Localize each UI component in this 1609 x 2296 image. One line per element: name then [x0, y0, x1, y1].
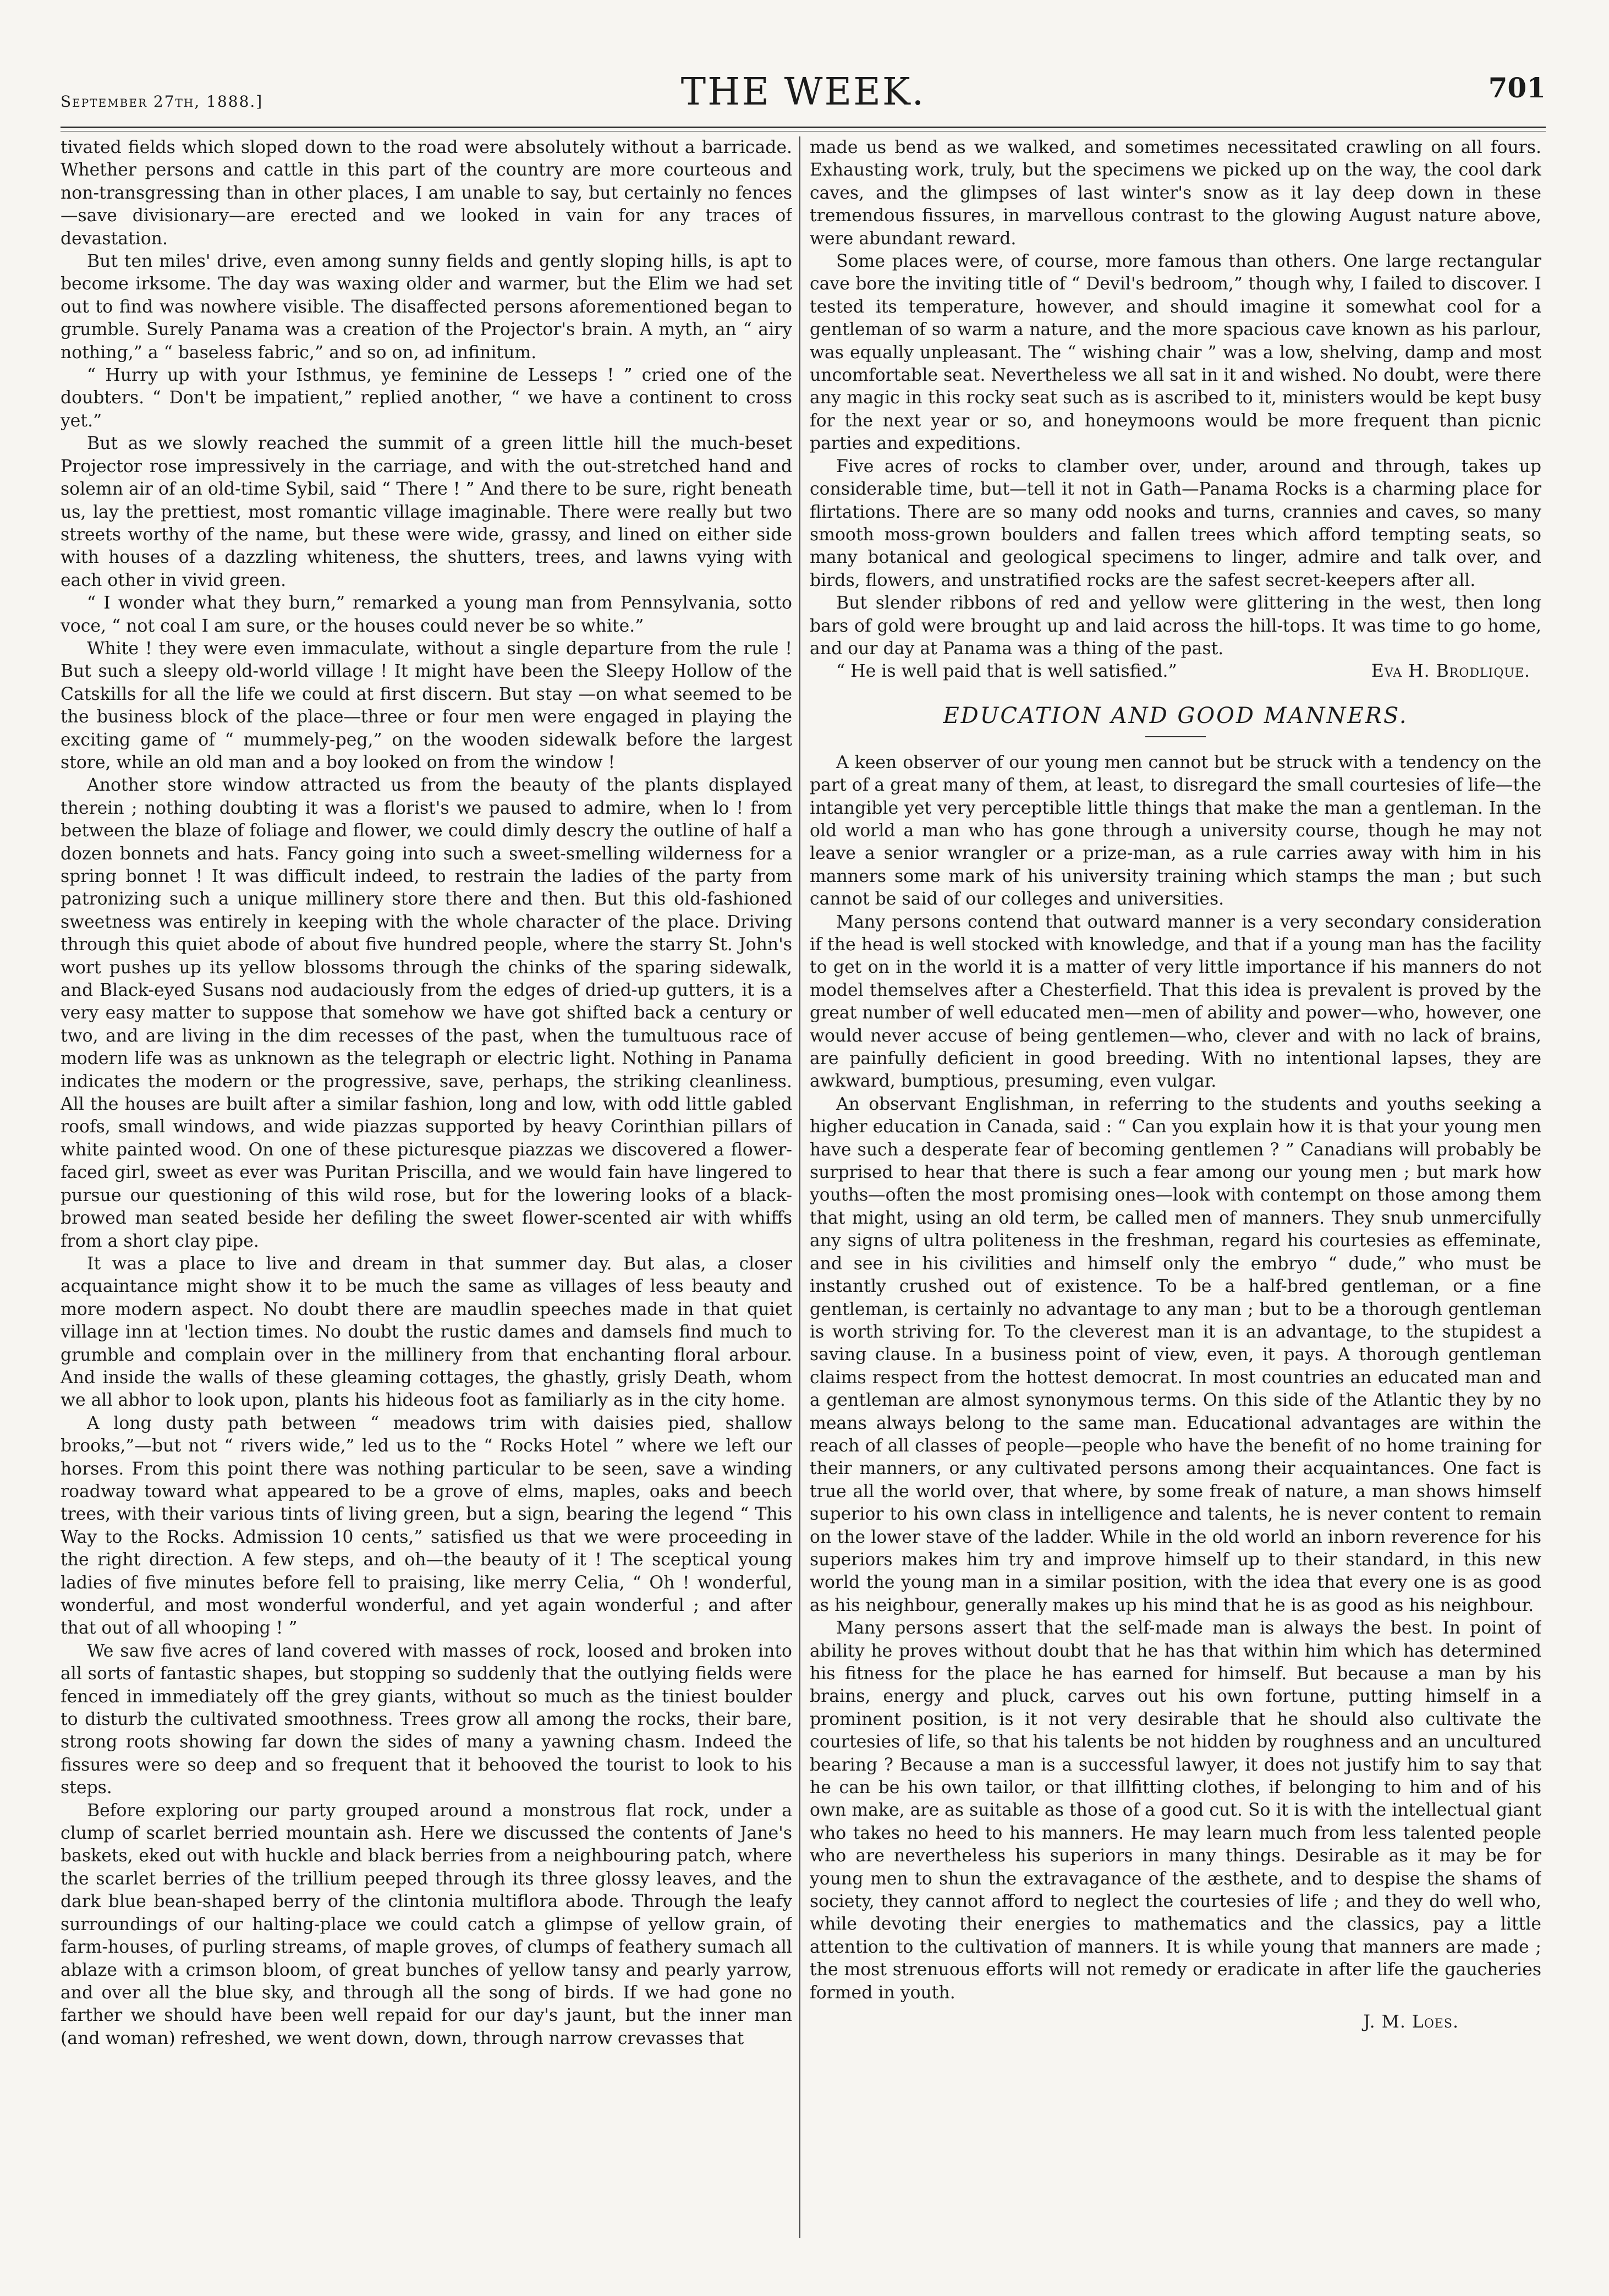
title-rule	[1145, 736, 1206, 737]
paragraph: Many persons assert that the self-made man is always the best. In point of ability he proves without doubt that he has that within him which has determined his fitness for the place he has earned for himself. But because a man by his brains, energy and pluck, carves out his own fortune, putting himself in a prominent position, is it not very desirable that he should also cultivate the courtesies of life, so that his talents be not hidden by roughness and an uncultured bearing ? Because a man is a successful lawyer, it does not justify him to say that he can be his own tailor, or that illfitting clothes, if belonging to him and of his own make, are as suitable as those of a good cut. So it is with the intellectual giant who takes no heed to his manners. He may learn much from less talented people who are nevertheless his superiors in many things. Desirable as it may be for young men to shun the extravagance of the æsthete, and to despise the shams of society, they cannot afford to neglect the courtesies of life ; and they do well who, while devoting their energies to mathematics and the classics, pay a little attention to the cultivation of manners. It is while young that manners are made ; the most strenuous efforts will not remedy or eradicate in after life the gaucheries formed in youth.	[810, 1618, 1541, 2003]
paragraph: We saw five acres of land covered with masses of rock, loosed and broken into all sorts of fantastic shapes, but stopping so suddenly that the outlying fields were fenced in immediately off the grey giants, without so much as the tiniest boulder to disturb the cultivated smoothness. Trees grow all among the rocks, their bare, strong roots showing far down the sides of many a yawning chasm. Indeed the fissures were so deep and so frequent that it behooved the tourist to look to his steps.	[61, 1641, 792, 1798]
issue-date: September 27th, 1888.]	[61, 92, 263, 111]
paragraph: tivated fields which sloped down to the road were absolutely without a barricade. Whether persons and cattle in this part of the country are more courteous and non-transgressing than in other places, I am unable to say, but certainly no fences—save divisionary—are erected and we looked in vain for any traces of devastation.	[61, 138, 792, 249]
publication-title: THE WEEK.	[680, 70, 926, 114]
column-divider	[799, 136, 800, 2238]
paragraph: A long dusty path between “ meadows trim with daisies pied, shallow brooks,”—but not “ rivers wide,” led us to the “ Rocks Hotel ” where we left our horses. From this point there was nothing particular to be seen, save a winding roadway toward what appeared to be a grove of elms, maples, oaks and beech trees, with their various tints of living green, but a sign, bearing the legend “ This Way to the Rocks. Admission 10 cents,” satisfied us that we were proceeding in the right direction. A few steps, and oh—the beauty of it ! The sceptical young ladies of five minutes before fell to praising, like merry Celia, “ Oh ! wonderful, wonderful, and most wonderful wonderful, and yet again wonderful ; and after that out of all whooping ! ”	[61, 1413, 792, 1639]
paragraph: made us bend as we walked, and sometimes necessitated crawling on all fours. Exhausting work, truly, but the specimens we picked up on the way, the cool dark caves, and the glimpses of last winter's snow as it lay deep down in these tremendous fissures, in marvellous contrast to the glowing August nature above, were abundant reward.	[810, 138, 1541, 249]
page-header	[61, 66, 1546, 127]
author-signature: Eva H. Brodlique.	[1371, 661, 1530, 682]
page-number: 701	[1488, 72, 1546, 104]
paragraph: White ! they were even immaculate, without a single departure from the rule ! But such a sleepy old-world village ! It might have been the Sleepy Hollow of the Catskills for all the life we could at first discern. But stay —on what seemed to be the business block of the place—three or four men were engaged in playing the exciting game of “ mummely-peg,” on the wooden sidewalk before the largest store, while an old man and a boy looked on from the window !	[61, 638, 792, 772]
paragraph: “ I wonder what they burn,” remarked a young man from Pennsylvania, sotto voce, “ not coal I am sure, or the houses could never be so white.”	[61, 593, 792, 636]
paragraph: A keen observer of our young men cannot but be struck with a tendency on the part of a great many of them, at least, to disregard the small courtesies of life—the intangible yet very perceptible little things that make the man a gentleman. In the old world a man who has gone through a university course, though he may not leave a senior wrangler or a prize-man, as a rule carries away with him in his manners some mark of his university training which stamps the man ; but such cannot be said of our colleges and universities.	[810, 752, 1541, 909]
closing-quote-line	[810, 660, 1541, 683]
closing-quote: “ He is well paid that is well satisfied.”	[836, 661, 1177, 682]
paragraph: It was a place to live and dream in that summer day. But alas, a closer acquaintance might show it to be much the same as villages of less beauty and more modern aspect. No doubt there are maudlin speeches made in that quiet village inn at 'lection times. No doubt the rustic dames and damsels find much to grumble and complain over in the millinery from that enchanting floral arbour. And inside the walls of these gleaming cottages, the ghastly, grisly Death, whom we all abhor to look upon, plants his hideous foot as familiarly as in the city home.	[61, 1253, 792, 1411]
article-signature: J. M. Loes.	[1363, 2012, 1459, 2032]
paragraph: Some places were, of course, more famous than others. One large rectangular cave bore the inviting title of “ Devil's bedroom,” though why, I failed to discover. I tested its temperature, however, and should imagine it somewhat cool for a gentleman of so warm a nature, and the more spacious cave known as his parlour, was equally unpleasant. The “ wishing chair ” was a low, shelving, damp and most uncomfortable seat. Nevertheless we all sat in it and wished. No doubt, were there any magic in this rocky seat such as is ascribed to it, ministers would be kept busy for the next year or so, and honeymoons would be more frequent than picnic parties and expeditions.	[810, 251, 1541, 454]
paragraph: Many persons contend that outward manner is a very secondary consideration if the head is well stocked with knowledge, and that if a young man has the facility to get on in the world it is a matter of very little importance if his manners do not model themselves after a Chesterfield. That this idea is prevalent is proved by the great number of well educated men—men of ability and power—who, however, one would never accuse of being gentlemen—who, clever and with no lack of brains, are painfully deficient in good breeding. With no intentional lapses, they are awkward, bumptious, presuming, even vulgar.	[810, 912, 1541, 1092]
article-title: EDUCATION AND GOOD MANNERS.	[943, 703, 1408, 728]
paragraph: Five acres of rocks to clamber over, under, around and through, takes up considerable time, but—tell it not in Gath—Panama Rocks is a charming place for flirtations. There are so many odd nooks and turns, crannies and caves, so many smooth moss-grown boulders and fallen trees which afford tempting seats, so many botanical and geological specimens to linger, admire and talk over, and birds, flowers, and unstratified rocks are the safest secret-keepers after all.	[810, 456, 1541, 590]
paragraph: “ Hurry up with your Isthmus, ye feminine de Lesseps ! ” cried one of the doubters. “ Don't be impatient,” replied another, “ we have a continent to cross yet.”	[61, 365, 792, 431]
left-column	[61, 136, 792, 2260]
right-column	[810, 136, 1541, 2260]
paragraph: Before exploring our party grouped around a monstrous flat rock, under a clump of scarlet berried mountain ash. Here we discussed the contents of Jane's baskets, eked out with huckle and black berries from a neighbouring patch, where the scarlet berries of the trillium peeped through its three glossy leaves, and the dark blue bean-shaped berry of the clintonia multiflora abode. Through the leafy surroundings of our halting-place we could catch a glimpse of yellow grain, of farm-houses, of purling streams, of maple groves, of clumps of feathery sumach all ablaze with a crimson bloom, of great bunches of yellow tansy and pearly yarrow, and over all the blue sky, and through all the song of birds. If we had gone no farther we should have been well repaid for our day's jaunt, but the inner man (and woman) refreshed, we went down, down, through narrow crevasses that	[61, 1800, 792, 2048]
paragraph: But slender ribbons of red and yellow were glittering in the west, then long bars of gold were brought up and laid across the hill-tops. It was time to go home, and our day at Panama was a thing of the past.	[810, 593, 1541, 659]
paragraph: But as we slowly reached the summit of a green little hill the much-beset Projector rose impressively in the carriage, and with the out-stretched hand and solemn air of an old-time Sybil, said “ There ! ” And there to be sure, right beneath us, lay the prettiest, most romantic village imaginable. There were really but two streets worthy of the name, but these were wide, grassy, and lined on either side with houses of a dazzling whiteness, the shutters, trees, and lawns vying with each other in vivid green.	[61, 434, 792, 590]
paragraph: Another store window attracted us from the beauty of the plants displayed therein ; nothing doubting it was a florist's we paused to admire, when lo ! from between the blaze of foliage and flower, we could dimly descry the outline of half a dozen bonnets and hats. Fancy going into such a sweet-smelling wilderness for a spring bonnet ! It was difficult indeed, to restrain the ladies of the party from patronizing such a unique millinery store there and then. But this old-fashioned sweetness was entirely in keeping with the whole character of the place. Driving through this quiet abode of about five hundred people, where the starry St. John's wort pushes up its yellow blossoms through the chinks of the sparing sidewalk, and Black-eyed Susans nod audaciously from the edges of dried-up gutters, it is a very easy matter to suppose that somehow we have got shifted back a century or two, and are living in the dim recesses of the past, when the tumultuous race of modern life was as unknown as the telegraph or electric light. Nothing in Panama indicates the modern or the progressive, save, perhaps, the striking cleanliness. All the houses are built after a similar fashion, long and low, with odd little gabled roofs, small windows, and wide piazzas supported by heavy Corinthian pillars of white painted wood. On one of these picturesque piazzas we discovered a flower-faced girl, sweet as ever was Puritan Priscilla, and we would fain have lingered to pursue our questioning of this wild rose, but for the lowering looks of a black-browed man seated beside her defiling the sweet flower-scented air with whiffs from a short clay pipe.	[61, 775, 792, 1251]
paragraph: An observant Englishman, in referring to the students and youths seeking a higher education in Canada, said : “ Can you explain how it is that your young men have such a desperate fear of becoming gentlemen ? ” Canadians will probably be surprised to hear that there is such a fear among our young men ; but mark how youths—often the most promising ones—look with contempt on those among them that might, using an old term, be called men of manners. They snub unmercifully any signs of ultra politeness in the freshman, regard his courtesies as effeminate, and see in his civilities and himself only the embryo “ dude,” who must be instantly crushed out of existence. To be a half-bred gentleman, or a fine gentleman, is certainly no advantage to any man ; but to be a thorough gentleman is worth striving for. To the cleverest man it is an advantage, to the stupidest a saving clause. In a business point of view, even, it pays. A thorough gentleman claims respect from the hottest democrat. In most countries an educated man and a gentleman are almost synonymous terms. On this side of the Atlantic they by no means always belong to the same man. Educational advantages are within the reach of all classes of people—people who have the benefit of no home training for their manners, or any cultivated persons among their acquaintances. One fact is true all the world over, that where, by some freak of nature, a man shows himself superior to his own class in intelligence and talents, he is never content to remain on the lower stave of the ladder. While in the old world an inborn reverence for his superiors makes him try and improve himself up to their standard, in this new world the young man in a similar position, with the idea that every one is as good as his neighbour, generally makes up his mind that he is as good as his neighbour.	[810, 1094, 1541, 1615]
paragraph: But ten miles' drive, even among sunny fields and gently sloping hills, is apt to become irksome. The day was waxing older and warmer, but the Elim we had set out to find was nowhere visible. The disaffected persons aforementioned began to grumble. Surely Panama was a creation of the Projector's brain. A myth, an “ airy nothing,” a “ baseless fabric,” and so on, ad infinitum.	[61, 251, 792, 363]
header-rule	[61, 127, 1546, 128]
